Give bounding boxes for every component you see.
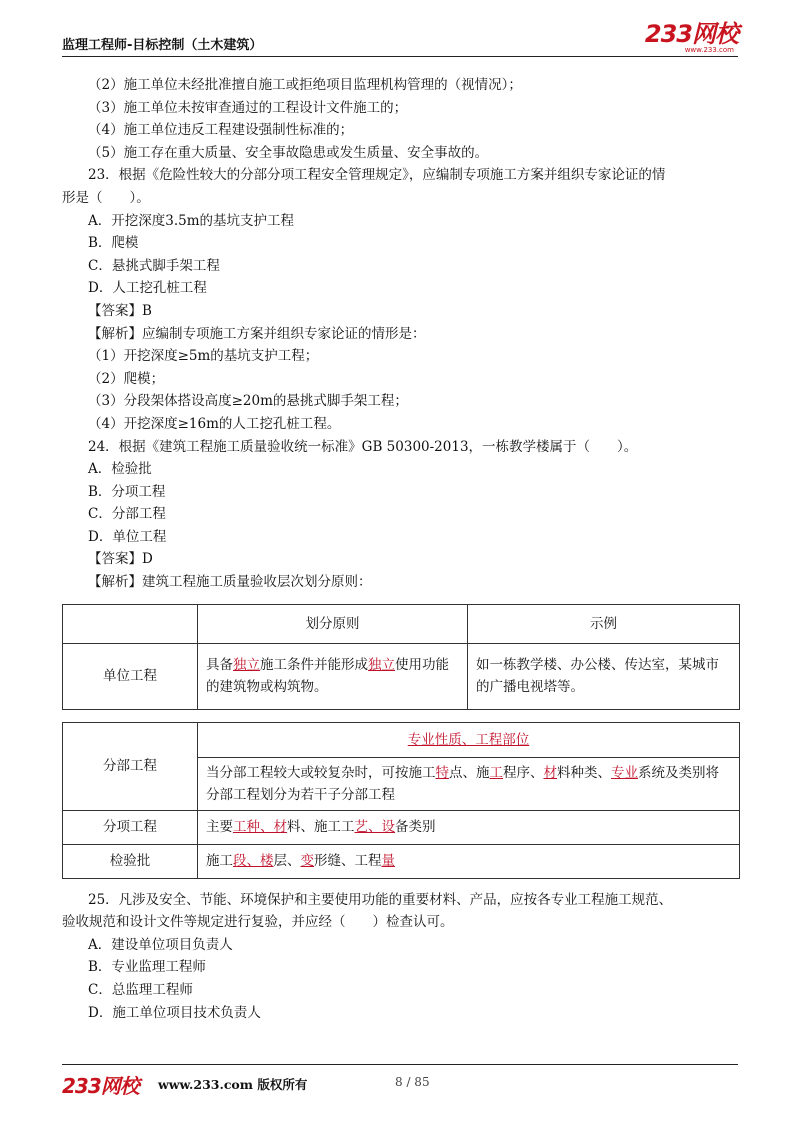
document-title: 监理工程师-目标控制（土木建筑） xyxy=(62,38,263,53)
option-d: D．单位工程 xyxy=(88,528,167,545)
analysis-point: （3）分段架体搭设高度≥20m的悬挑式脚手架工程； xyxy=(88,393,408,410)
text-line: （2）施工单位未经批准擅自施工或拒绝项目监理机构管理的（视情况）； xyxy=(88,77,522,93)
option-a: A．开挖深度3.5m的基坑支护工程 xyxy=(88,212,295,229)
text-line: （4）施工单位违反工程建设强制性标准的； xyxy=(88,122,354,139)
row-label-unit: 单位工程 xyxy=(63,643,198,709)
analysis-point: （2）爬模； xyxy=(88,370,165,387)
option-d: D．施工单位项目技术负责人 xyxy=(88,1004,261,1021)
analysis-point: （1）开挖深度≥5m的基坑支护工程； xyxy=(88,348,319,365)
document-body xyxy=(62,74,738,1024)
option-d: D．人工挖孔桩工程 xyxy=(88,280,207,297)
analysis-label: 【解析】建筑工程施工质量验收层次划分原则： xyxy=(88,574,372,591)
division-table-parts xyxy=(62,722,740,879)
option-c: C．总监理工程师 xyxy=(88,982,193,999)
option-c: C．悬挑式脚手架工程 xyxy=(88,257,220,274)
question-24-stem: 24．根据《建筑工程施工质量验收统一标准》GB 50300-2013，一栋教学楼属于（ ）。 xyxy=(88,438,638,455)
question-23-stem: 23．根据《危险性较大的分部分项工程安全管理规定》，应编制专项施工方案并组织专家论证的情 xyxy=(88,167,666,184)
jianyan-cell: 施工段、楼层、变形缝、工程量 xyxy=(198,844,740,878)
page-header xyxy=(62,22,738,56)
option-b: B．分项工程 xyxy=(88,483,166,500)
row-label-fenxiang: 分项工程 xyxy=(63,810,198,844)
footer-divider xyxy=(62,1064,738,1065)
footer-brand-logo: 233网校 xyxy=(62,1074,139,1098)
footer-copyright: www.233.com 版权所有 xyxy=(158,1077,308,1092)
option-b: B．爬模 xyxy=(88,235,139,252)
question-25-stem-cont: 验收规范和设计文件等规定进行复验，并应经（ ）检查认可。 xyxy=(62,914,454,931)
brand-url: www.233.com xyxy=(684,46,734,54)
header-divider xyxy=(62,56,738,57)
unit-rule-cell: 具备独立施工条件并能形成独立使用功能的建筑物或构筑物。 xyxy=(198,643,468,709)
division-table-unit xyxy=(62,604,740,710)
row-label-fenbu: 分部工程 xyxy=(63,722,198,810)
question-23-stem-cont: 形是（ ）。 xyxy=(62,189,150,206)
fenbu-desc-cell: 当分部工程较大或较复杂时，可按施工特点、施工程序、材料种类、专业系统及类别将分部工程划分为若干子分部工程 xyxy=(198,757,740,810)
unit-example-cell: 如一栋教学楼、办公楼、传达室，某城市的广播电视塔等。 xyxy=(468,643,740,709)
brand-logo: 233网校 xyxy=(644,20,738,48)
answer-label: 【答案】B xyxy=(88,302,152,319)
fenbu-header: 专业性质、工程部位 xyxy=(198,722,740,757)
answer-label: 【答案】D xyxy=(88,551,153,568)
row-label-jianyan: 检验批 xyxy=(63,844,198,878)
table-header-empty xyxy=(63,604,198,643)
text-line: （5）施工存在重大质量、安全事故隐患或发生质量、安全事故的。 xyxy=(88,144,489,161)
page-number: 8 / 85 xyxy=(395,1075,430,1089)
analysis-point: （4）开挖深度≥16m的人工挖孔桩工程。 xyxy=(88,415,341,432)
option-b: B．专业监理工程师 xyxy=(88,959,206,976)
fenxiang-cell: 主要工种、材料、施工工艺、设备类别 xyxy=(198,810,740,844)
analysis-label: 【解析】应编制专项施工方案并组织专家论证的情形是： xyxy=(88,325,426,342)
option-a: A．检验批 xyxy=(88,461,152,478)
option-a: A．建设单位项目负责人 xyxy=(88,936,233,953)
option-c: C．分部工程 xyxy=(88,506,166,523)
table-header-example: 示例 xyxy=(468,604,740,643)
question-25-stem: 25．凡涉及安全、节能、环境保护和主要使用功能的重要材料、产品，应按各专业工程施工规范、 xyxy=(88,891,673,908)
text-line: （3）施工单位未按审查通过的工程设计文件施工的； xyxy=(88,99,408,116)
table-header-principle: 划分原则 xyxy=(198,604,468,643)
